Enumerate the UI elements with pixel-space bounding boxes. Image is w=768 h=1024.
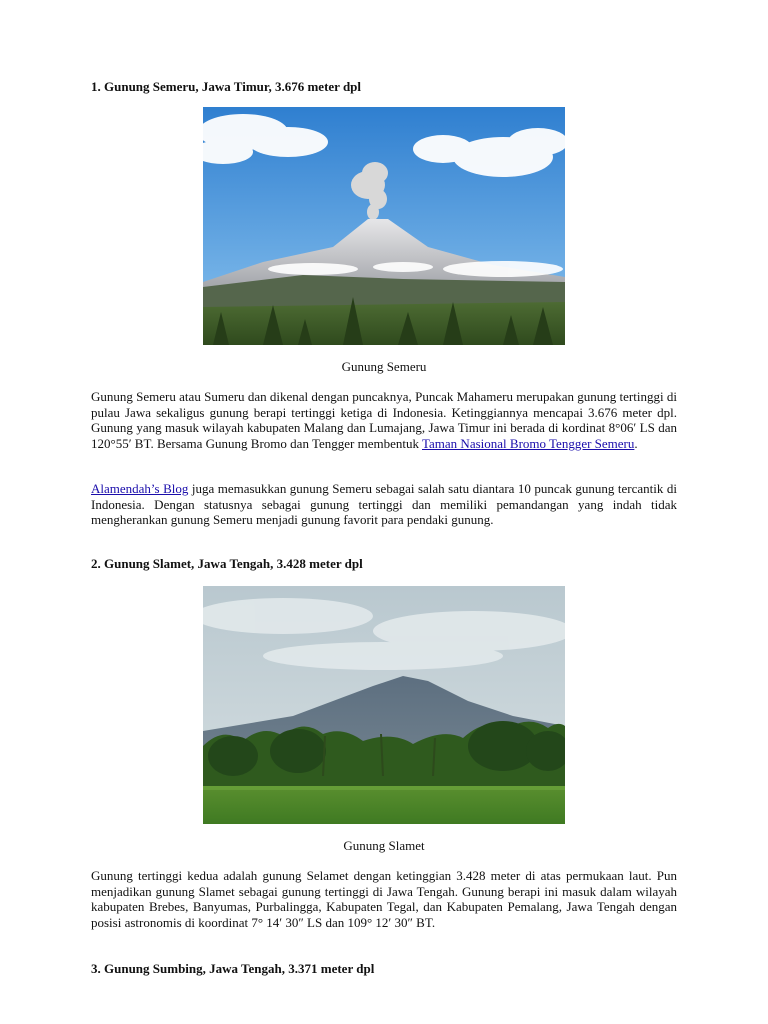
paragraph-slamet-description: Gunung tertinggi kedua adalah gunung Selamet dengan ketinggian 3.428 meter di atas permukaan laut. Pun menjadikan gunung Slamet sebagai gunung tertinggi di Jawa Tengah. Gunung berapi ini masuk dalam wilayah kabupaten Brebes, Banyumas, Purbalingga, Kabupaten Tegal, dan Kabupaten Pemalang, Jawa Tengah dengan posisi astronomis di koordinat 7° 14′ 30″ LS dan 109° 12′ 30″ BT. [91,868,677,930]
slamet-illustration [203,586,565,824]
paragraph-semeru-favorite [91,481,677,528]
photo-gunung-semeru [203,107,565,345]
paragraph-semeru-text: Gunung Semeru atau Sumeru dan dikenal dengan puncaknya, Puncak Mahameru merupakan gunung tertinggi di pulau Jawa sekaligus gunung berapi tertinggi ketiga di Indonesia. Ketinggiannya mencapai 3.676 meter dpl. Gunung yang masuk wilayah kabupaten Malang dan Lumajang, Jawa Timur ini berada di kordinat 8°06′ LS dan 120°55′ BT. Bersama Gunung Bromo dan Tengger membentuk [91,389,677,451]
section-heading-slamet: 2. Gunung Slamet, Jawa Tengah, 3.428 meter dpl [91,556,363,571]
paragraph-semeru-favorite-text: juga memasukkan gunung Semeru sebagai salah satu diantara 10 puncak gunung tercantik di Indonesia. Dengan statusnya sebagai gunung tertinggi dan memiliki pemandangan yang indah tidak mengherankan gunung Semeru menjadi gunung favorit para pendaki gunung. [91,481,677,527]
link-alamendahs-blog[interactable]: Alamendah’s Blog [91,481,189,496]
semeru-illustration [203,107,565,345]
photo-gunung-slamet [203,586,565,824]
section-heading-sumbing: 3. Gunung Sumbing, Jawa Tengah, 3.371 meter dpl [91,961,375,976]
caption-slamet: Gunung Slamet [343,838,425,853]
section-heading-semeru: 1. Gunung Semeru, Jawa Timur, 3.676 meter dpl [91,79,362,94]
link-taman-nasional-bromo-tengger-semeru[interactable]: Taman Nasional Bromo Tengger Semeru [422,435,635,451]
paragraph-semeru-end: . [634,435,638,451]
caption-semeru: Gunung Semeru [341,359,427,374]
paragraph-semeru-description [91,389,677,451]
